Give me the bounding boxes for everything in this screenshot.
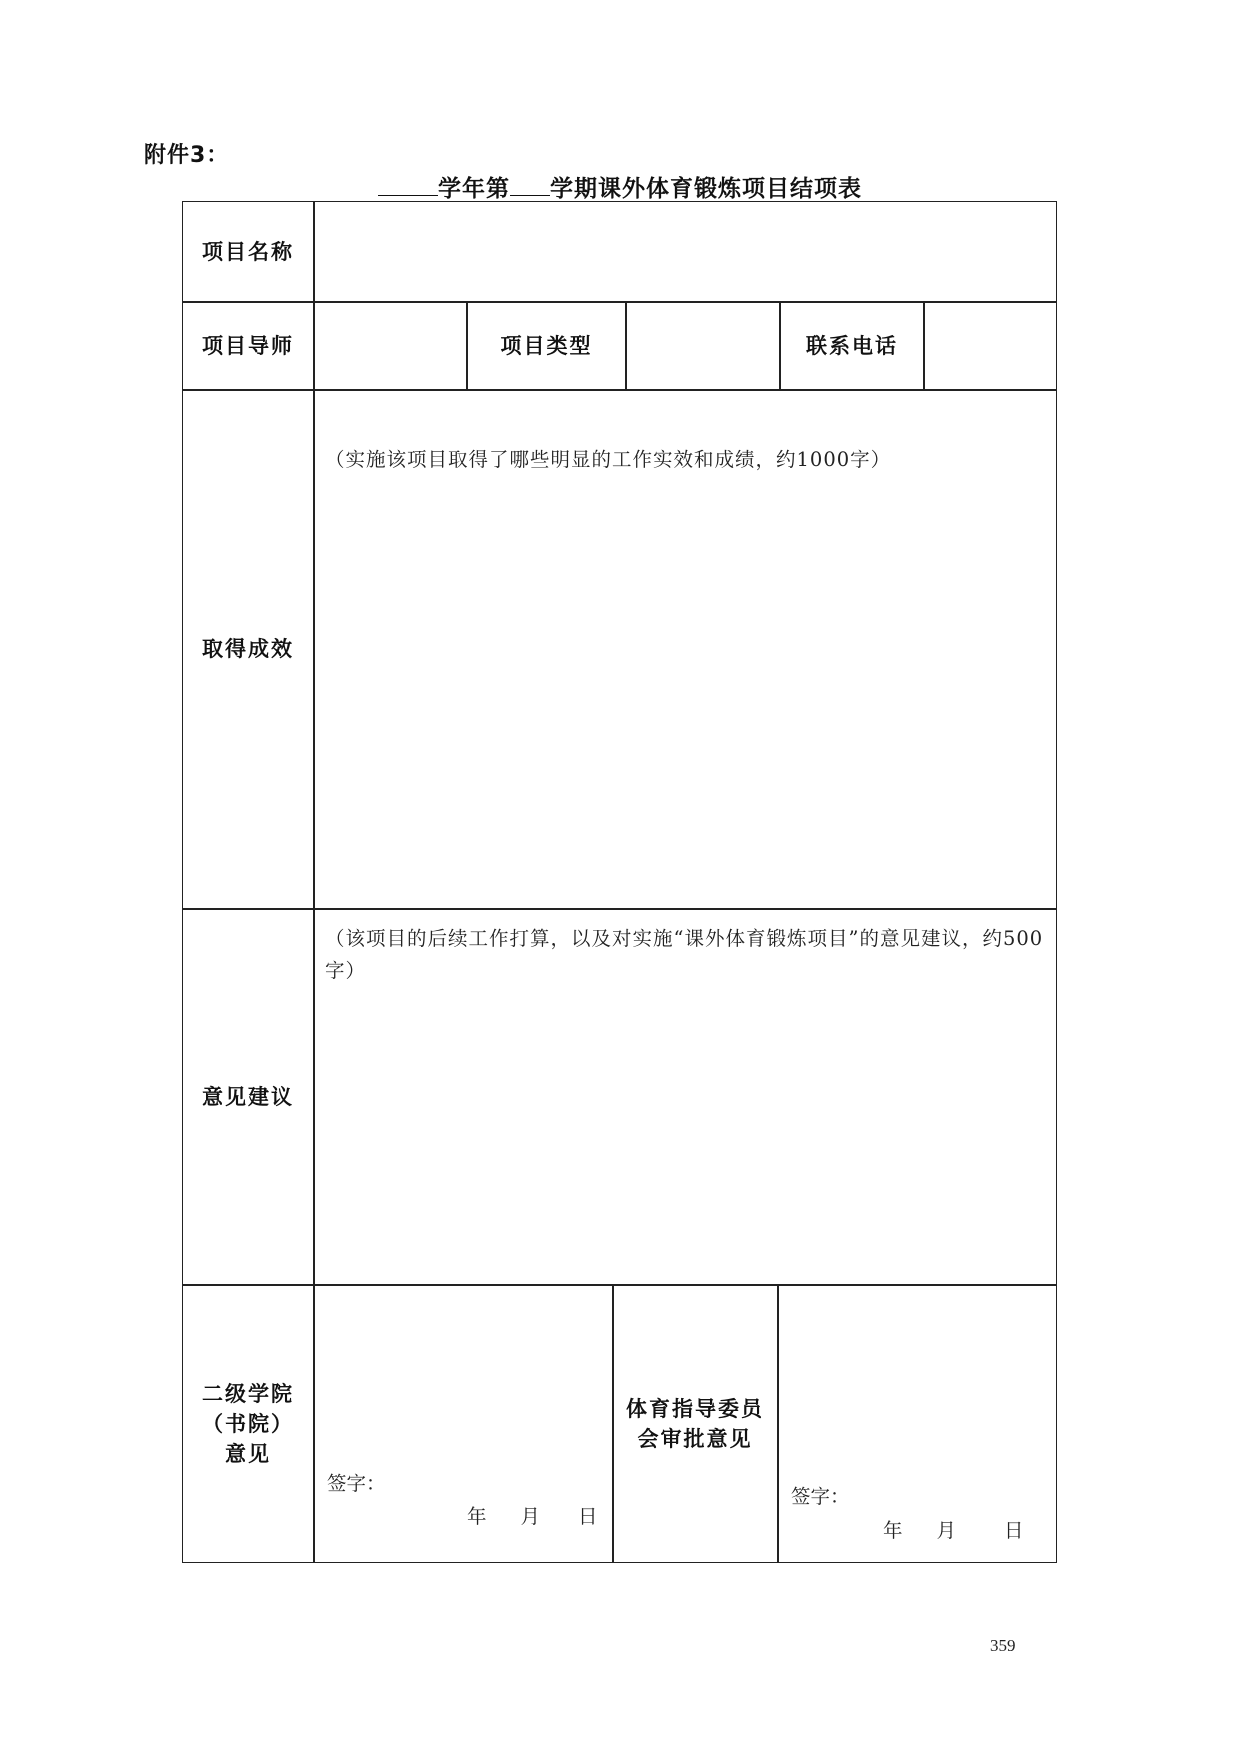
- date-day: 日: [578, 1505, 598, 1528]
- committee-date: [883, 1515, 1024, 1543]
- committee-signature-label: 签字：: [791, 1485, 850, 1508]
- results-label: 取得成效: [202, 637, 294, 661]
- title-part-1: 学年第: [438, 176, 510, 202]
- college-opinion-field[interactable]: [315, 1285, 612, 1562]
- date-day: 日: [1004, 1519, 1024, 1542]
- committee-opinion-field[interactable]: [779, 1285, 1056, 1562]
- college-opinion-label: 二级学院（书院）意见: [202, 1381, 294, 1466]
- project-type-label: 项目类型: [500, 333, 593, 358]
- form-title: [0, 170, 1240, 203]
- project-name-field[interactable]: [315, 202, 1056, 301]
- college-date: [467, 1501, 598, 1529]
- phone-field[interactable]: [925, 302, 1056, 389]
- semester-blank[interactable]: [510, 173, 550, 196]
- title-part-2: 学期课外体育锻炼项目结项表: [550, 176, 862, 202]
- results-hint: （实施该项目取得了哪些明显的工作实效和成绩，约1000字）: [325, 448, 892, 471]
- column-divider: [612, 1284, 614, 1562]
- academic-year-blank[interactable]: [378, 173, 438, 196]
- completion-form-table: [182, 201, 1057, 1563]
- attachment-label: 附件3：: [144, 143, 230, 168]
- college-signature-label: 签字：: [327, 1472, 386, 1495]
- date-year: 年: [883, 1519, 903, 1542]
- phone-label: 联系电话: [806, 333, 898, 358]
- project-type-field[interactable]: [627, 302, 779, 389]
- suggestions-label: 意见建议: [202, 1084, 294, 1109]
- date-year: 年: [467, 1505, 487, 1528]
- project-name-label: 项目名称: [202, 239, 294, 264]
- advisor-field[interactable]: [315, 302, 466, 389]
- results-field[interactable]: [315, 390, 1056, 908]
- advisor-label: 项目导师: [202, 333, 294, 358]
- suggestions-hint: （该项目的后续工作打算，以及对实施“课外体育锻炼项目”的意见建议，约500字）: [325, 927, 1044, 982]
- suggestions-field[interactable]: [315, 909, 1056, 1284]
- page-number: 359: [990, 1636, 1016, 1655]
- date-month: 月: [936, 1519, 957, 1542]
- date-month: 月: [520, 1505, 541, 1528]
- committee-opinion-label: 体育指导委员会审批意见: [626, 1396, 764, 1451]
